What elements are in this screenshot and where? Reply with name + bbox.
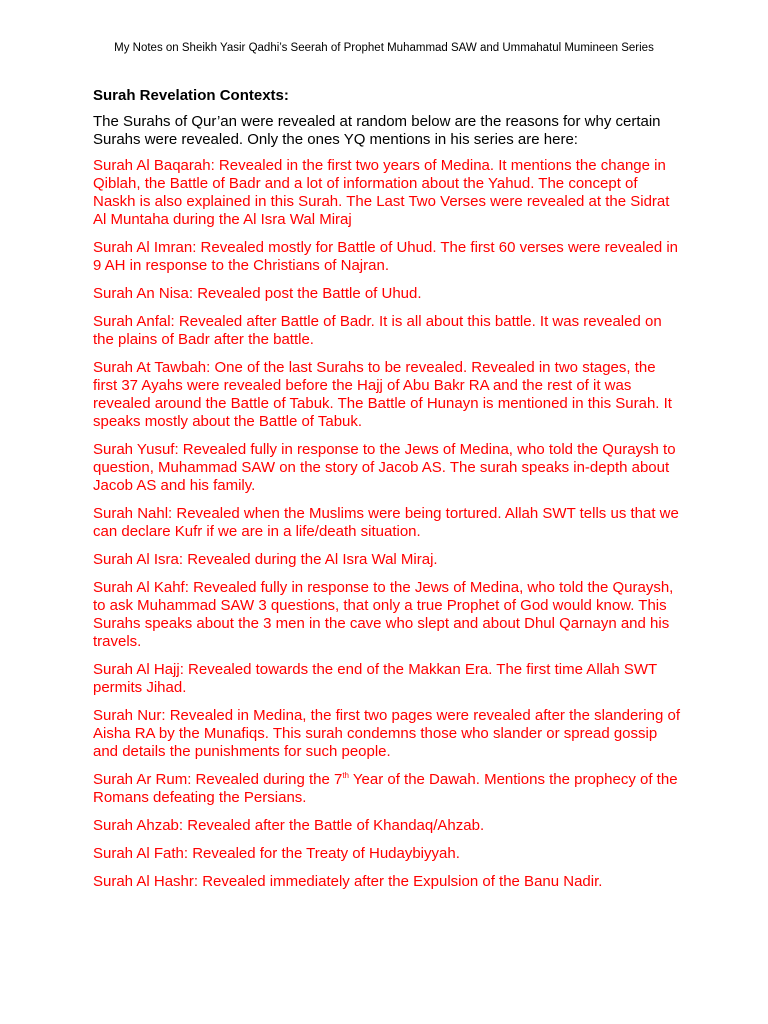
section-title: Surah Revelation Contexts:	[93, 87, 289, 104]
surah-entry-an-nisa: Surah An Nisa: Revealed post the Battle of Uhud.	[93, 285, 422, 302]
surah-entry-ar-rum	[93, 771, 683, 807]
surah-entry-ahzab: Surah Ahzab: Revealed after the Battle of Khandaq/Ahzab.	[93, 817, 485, 834]
page-header: My Notes on Sheikh Yasir Qadhi’s Seerah of Prophet Muhammad SAW and Ummahatul Mumineen Series	[114, 42, 654, 54]
surah-entry-al-imran: Surah Al Imran: Revealed mostly for Battle of Uhud. The first 60 verses were revealed in 9 AH in response to the Christians of Najran.	[93, 239, 678, 274]
surah-entry-yusuf: Surah Yusuf: Revealed fully in response to the Jews of Medina, who told the Quraysh to question, Muhammad SAW on the story of Jacob AS. The surah speaks in-depth about Jacob AS and his family.	[93, 441, 676, 494]
ar-rum-text-end: Year of the Dawah. Mentions the prophecy of the Romans defeating the Persians.	[93, 771, 678, 806]
surah-entry-nur: Surah Nur: Revealed in Medina, the first two pages were revealed after the slandering of Aisha RA by the Munafiqs. This surah condemns those who slander or spread gossip and details the punishments for such people.	[93, 707, 680, 760]
document-body	[93, 87, 683, 901]
surah-entry-al-hajj: Surah Al Hajj: Revealed towards the end of the Makkan Era. The first time Allah SWT permits Jihad.	[93, 661, 657, 696]
surah-entry-at-tawbah: Surah At Tawbah: One of the last Surahs to be revealed. Revealed in two stages, the first 37 Ayahs were revealed before the Hajj of Abu Bakr RA and the rest of it was revealed around the Battle of Tabuk. The Battle of Hunayn is mentioned in this Surah. It speaks mostly about the Battle of Tabuk.	[93, 359, 672, 430]
surah-entry-al-fath: Surah Al Fath: Revealed for the Treaty of Hudaybiyyah.	[93, 845, 460, 862]
intro-paragraph: The Surahs of Qur’an were revealed at random below are the reasons for why certain Surahs were revealed. Only the ones YQ mentions in his series are here:	[93, 113, 661, 148]
surah-entry-al-hashr: Surah Al Hashr: Revealed immediately after the Expulsion of the Banu Nadir.	[93, 873, 603, 890]
ar-rum-text-start: Surah Ar Rum: Revealed during the 7	[93, 771, 343, 788]
surah-entry-al-kahf: Surah Al Kahf: Revealed fully in response to the Jews of Medina, who told the Quraysh, to ask Muhammad SAW 3 questions, that only a true Prophet of God would know. This Surahs speaks about the 3 men in the cave who slept and about Dhul Qarnayn and his travels.	[93, 579, 674, 650]
ar-rum-superscript: th	[342, 771, 349, 780]
surah-entry-nahl: Surah Nahl: Revealed when the Muslims were being tortured. Allah SWT tells us that we can declare Kufr if we are in a life/death situation.	[93, 505, 679, 540]
surah-entry-al-isra: Surah Al Isra: Revealed during the Al Isra Wal Miraj.	[93, 551, 438, 568]
surah-entry-al-baqarah: Surah Al Baqarah: Revealed in the first two years of Medina. It mentions the change in Qiblah, the Battle of Badr and a lot of information about the Yahud. The concept of Naskh is also explained in this Surah. The Last Two Verses were revealed at the Sidrat Al Muntaha during the Al Isra Wal Miraj	[93, 157, 670, 228]
surah-entry-anfal: Surah Anfal: Revealed after Battle of Badr. It is all about this battle. It was revealed on the plains of Badr after the battle.	[93, 313, 662, 348]
